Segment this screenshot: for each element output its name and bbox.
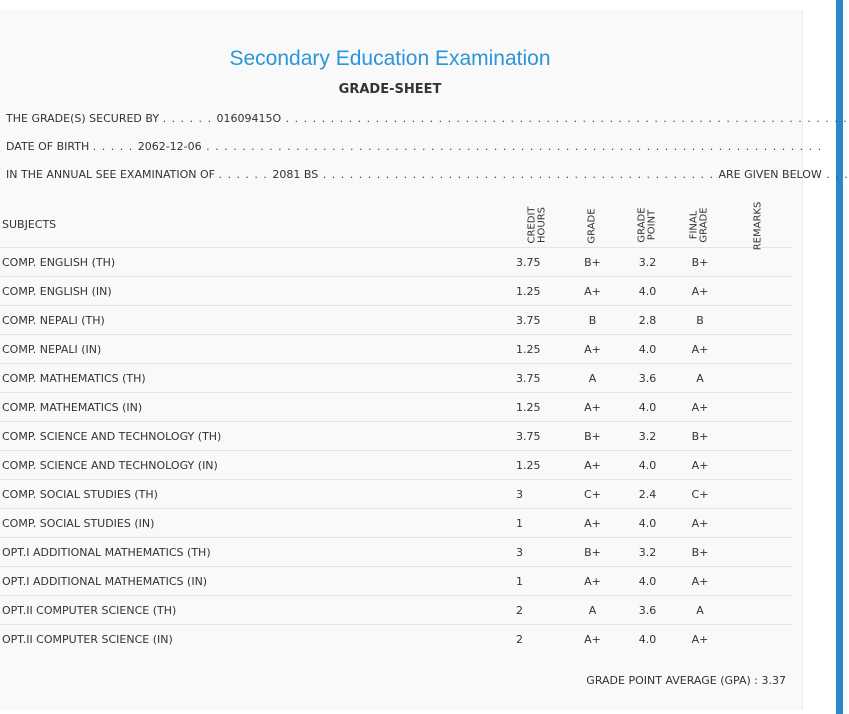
credit-hours-header: CREDIT HOURS [526, 205, 548, 244]
grade-cell: A+ [565, 567, 620, 596]
exam-line: IN THE ANNUAL SEE EXAMINATION OF . . . . . . 2081 BS . . . . . . . . . . . . . . . . . . . . . . . . . . . . . . . . . . . . . . . . . . . . ARE GIVEN BELOW . . . [6, 168, 849, 181]
credit-hours-cell: 1.25 [510, 277, 565, 306]
grade-point-cell: 2.8 [620, 306, 675, 335]
grade-point-cell: 4.0 [620, 509, 675, 538]
credit-hours-cell: 1.25 [510, 393, 565, 422]
given-below-text: ARE GIVEN BELOW [718, 168, 822, 181]
subject-cell: COMP. NEPALI (IN) [0, 335, 510, 364]
credit-hours-cell: 1 [510, 567, 565, 596]
remarks-cell [725, 596, 792, 625]
sheet-title: GRADE-SHEET [338, 82, 442, 97]
subject-cell: COMP. SOCIAL STUDIES (IN) [0, 509, 510, 538]
grade-cell: A [565, 364, 620, 393]
final-grade-cell: B [675, 306, 725, 335]
grade-cell: A+ [565, 625, 620, 654]
final-grade-header: FINAL GRADE [689, 206, 710, 243]
table-row [0, 480, 792, 509]
final-grade-cell: A [675, 364, 725, 393]
exam-value: 2081 BS [272, 168, 319, 181]
table-row [0, 451, 792, 480]
credit-hours-cell: 2 [510, 625, 565, 654]
remarks-cell [725, 393, 792, 422]
subject-cell: COMP. SCIENCE AND TECHNOLOGY (TH) [0, 422, 510, 451]
remarks-cell [725, 364, 792, 393]
dob-value: 2062-12-06 [137, 140, 202, 153]
final-grade-cell: A [675, 596, 725, 625]
credit-hours-cell: 3.75 [510, 364, 565, 393]
secured-by-label: THE GRADE(S) SECURED BY [6, 112, 160, 125]
remarks-cell [725, 422, 792, 451]
final-grade-cell: A+ [675, 509, 725, 538]
table-row [0, 277, 792, 306]
table-header-row [0, 202, 792, 248]
subjects-header: SUBJECTS [2, 218, 57, 231]
credit-hours-cell: 3 [510, 480, 565, 509]
grade-cell: B+ [565, 248, 620, 277]
table-row [0, 596, 792, 625]
grade-point-header: GRADE POINT [636, 206, 658, 243]
subject-cell: OPT.I ADDITIONAL MATHEMATICS (IN) [0, 567, 510, 596]
credit-hours-cell: 1.25 [510, 451, 565, 480]
subject-cell: OPT.II COMPUTER SCIENCE (TH) [0, 596, 510, 625]
right-accent-bar [836, 0, 843, 714]
grade-point-cell: 2.4 [620, 480, 675, 509]
remarks-cell [725, 248, 792, 277]
table-row [0, 567, 792, 596]
grade-point-cell: 4.0 [620, 335, 675, 364]
final-grade-cell: C+ [675, 480, 725, 509]
subject-cell: COMP. ENGLISH (IN) [0, 277, 510, 306]
gpa-value: 3.37 [761, 674, 786, 687]
subject-cell: COMP. MATHEMATICS (TH) [0, 364, 510, 393]
remarks-cell [725, 277, 792, 306]
dob-line: DATE OF BIRTH . . . . . 2062-12-06 . . . . . . . . . . . . . . . . . . . . . . . . . . . . . . . . . . . . . . . . . . . . . . . . . . . . . . . . . . . . . . . . . . . . . [6, 140, 823, 153]
grade-cell: B [565, 306, 620, 335]
grade-header: GRADE [586, 208, 598, 244]
table-row [0, 306, 792, 335]
grade-point-cell: 3.6 [620, 596, 675, 625]
final-grade-cell: A+ [675, 567, 725, 596]
grade-point-cell: 3.2 [620, 422, 675, 451]
gpa-label: GRADE POINT AVERAGE (GPA) : [586, 674, 758, 687]
credit-hours-cell: 3 [510, 538, 565, 567]
subject-cell: OPT.II COMPUTER SCIENCE (IN) [0, 625, 510, 654]
remarks-cell [725, 451, 792, 480]
dob-label: DATE OF BIRTH [6, 140, 90, 153]
final-grade-cell: A+ [675, 277, 725, 306]
credit-hours-cell: 3.75 [510, 422, 565, 451]
exam-title: Secondary Education Examination [229, 47, 551, 70]
remarks-cell [725, 335, 792, 364]
grade-cell: A [565, 596, 620, 625]
grade-cell: C+ [565, 480, 620, 509]
remarks-cell [725, 567, 792, 596]
table-row [0, 509, 792, 538]
credit-hours-cell: 1 [510, 509, 565, 538]
table-row [0, 248, 792, 277]
final-grade-cell: A+ [675, 451, 725, 480]
table-row [0, 625, 792, 654]
remarks-cell [725, 306, 792, 335]
gpa-summary [586, 674, 786, 687]
table-row [0, 422, 792, 451]
secured-by-line: THE GRADE(S) SECURED BY . . . . . . 01609415O . . . . . . . . . . . . . . . . . . . . . . . . . . . . . . . . . . . . . . . . . . . . . . . . . . . . . . . . . . . . . . . [6, 112, 848, 125]
grade-table [0, 202, 792, 653]
remarks-cell [725, 509, 792, 538]
secured-by-value: 01609415O [216, 112, 282, 125]
grade-cell: A+ [565, 451, 620, 480]
grade-cell: A+ [565, 335, 620, 364]
grade-cell: A+ [565, 393, 620, 422]
remarks-header: REMARKS [752, 201, 764, 251]
final-grade-cell: B+ [675, 422, 725, 451]
credit-hours-cell: 3.75 [510, 248, 565, 277]
subject-cell: COMP. NEPALI (TH) [0, 306, 510, 335]
grade-point-cell: 4.0 [620, 625, 675, 654]
subject-cell: COMP. ENGLISH (TH) [0, 248, 510, 277]
table-row [0, 393, 792, 422]
remarks-cell [725, 625, 792, 654]
grade-point-cell: 3.2 [620, 538, 675, 567]
grade-cell: B+ [565, 538, 620, 567]
credit-hours-cell: 3.75 [510, 306, 565, 335]
final-grade-cell: A+ [675, 625, 725, 654]
remarks-cell [725, 480, 792, 509]
grade-point-cell: 4.0 [620, 277, 675, 306]
final-grade-cell: A+ [675, 335, 725, 364]
subject-cell: COMP. MATHEMATICS (IN) [0, 393, 510, 422]
subject-cell: OPT.I ADDITIONAL MATHEMATICS (TH) [0, 538, 510, 567]
table-row [0, 364, 792, 393]
grade-cell: A+ [565, 277, 620, 306]
grade-cell: A+ [565, 509, 620, 538]
credit-hours-cell: 2 [510, 596, 565, 625]
remarks-cell [725, 538, 792, 567]
grade-point-cell: 3.2 [620, 248, 675, 277]
grade-point-cell: 4.0 [620, 451, 675, 480]
grade-point-cell: 3.6 [620, 364, 675, 393]
exam-label: IN THE ANNUAL SEE EXAMINATION OF [6, 168, 215, 181]
subject-cell: COMP. SOCIAL STUDIES (TH) [0, 480, 510, 509]
grade-point-cell: 4.0 [620, 567, 675, 596]
grade-cell: B+ [565, 422, 620, 451]
credit-hours-cell: 1.25 [510, 335, 565, 364]
subject-cell: COMP. SCIENCE AND TECHNOLOGY (IN) [0, 451, 510, 480]
final-grade-cell: B+ [675, 538, 725, 567]
table-row [0, 538, 792, 567]
grade-point-cell: 4.0 [620, 393, 675, 422]
table-row [0, 335, 792, 364]
final-grade-cell: B+ [675, 248, 725, 277]
final-grade-cell: A+ [675, 393, 725, 422]
